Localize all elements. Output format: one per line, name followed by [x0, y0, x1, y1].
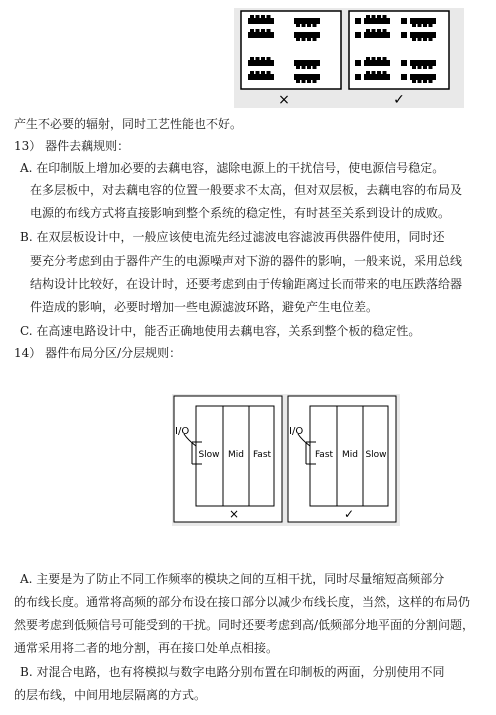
chip-pin — [372, 71, 376, 74]
chip-pin — [261, 71, 265, 74]
decoupling-capacitor — [355, 60, 361, 66]
chip-pin — [418, 38, 422, 41]
decoupling-capacitor — [401, 60, 407, 66]
chip-pin — [423, 38, 427, 41]
chip-pin — [412, 80, 416, 83]
chip-pin — [307, 24, 311, 27]
chip-pin — [313, 38, 317, 41]
text-line: B. 在双层板设计中，一般应该使电流先经过滤波电容滤波再供器件使用，同时还 — [20, 230, 445, 244]
ic-chip — [364, 18, 390, 24]
chip-pin — [383, 71, 387, 74]
chip-pin — [307, 38, 311, 41]
chip-pin — [267, 15, 271, 18]
chip-pin — [296, 38, 300, 41]
chip-pin — [296, 24, 300, 27]
chip-pin — [307, 80, 311, 83]
chip-pin — [372, 57, 376, 60]
text-line: A. 在印制版上增加必要的去藕电容，滤除电源上的干扰信号，使电源信号稳定。 — [20, 161, 445, 175]
chip-pin — [307, 66, 311, 69]
chip-pin — [423, 24, 427, 27]
text-line: 件造成的影响，必要时增加一些电源滤波环路，避免产生电位差。 — [30, 300, 379, 314]
ic-chip — [410, 18, 436, 24]
chip-pin — [256, 15, 260, 18]
ic-chip — [364, 60, 390, 66]
chip-pin — [267, 57, 271, 60]
ic-chip — [410, 60, 436, 66]
left-io-label: I/O — [175, 426, 190, 437]
chip-pin — [377, 71, 381, 74]
text-line: 结构设计比较好，在设计时，还要考虑到由于传输距离过长而带来的电压跌落给器 — [30, 277, 463, 291]
text-line: 的层布线，中间用地层隔离的方式。 — [14, 688, 207, 702]
chip-pin — [366, 71, 370, 74]
chip-pin — [383, 29, 387, 32]
chip-pin — [412, 38, 416, 41]
chip-pin — [377, 57, 381, 60]
text-line: 在多层板中，对去藕电容的位置一般要求不太高，但对双层板，去藕电容的布局及 — [30, 183, 463, 197]
ic-chip — [294, 32, 320, 38]
section-heading: 14） 器件布局分区/分层规则： — [14, 346, 182, 360]
text-line: C. 在高速电路设计中，能否正确地使用去藕电容，关系到整个板的稳定性。 — [20, 324, 421, 338]
decoupling-capacitor — [401, 32, 407, 38]
chip-pin — [383, 57, 387, 60]
chip-pin — [418, 24, 422, 27]
chip-pin — [429, 80, 433, 83]
left-zone-label: Slow — [198, 450, 220, 460]
wrong-mark: × — [228, 507, 240, 521]
section-heading: 13） 器件去藕规则： — [14, 139, 130, 153]
chip-pin — [366, 57, 370, 60]
chip-pin — [302, 24, 306, 27]
zoning-figure — [172, 394, 400, 526]
ic-chip — [410, 32, 436, 38]
chip-pin — [302, 66, 306, 69]
chip-pin — [429, 24, 433, 27]
chip-pin — [423, 66, 427, 69]
ic-chip — [410, 74, 436, 80]
ic-chip — [294, 60, 320, 66]
text-line: 的布线长度。通常将高频的部分布设在接口部分以减少布线长度，当然，这样的布局仍 — [14, 595, 471, 609]
ic-chip — [248, 32, 274, 38]
right-mark: ✓ — [393, 92, 405, 108]
ic-chip — [248, 60, 274, 66]
right-mark: ✓ — [343, 507, 355, 521]
text-line: 电源的布线方式将直接影响到整个系统的稳定性，有时甚至关系到设计的成败。 — [30, 206, 451, 220]
ic-chip — [248, 74, 274, 80]
chip-pin — [313, 24, 317, 27]
chip-pin — [372, 15, 376, 18]
chip-pin — [383, 15, 387, 18]
text-line: 通常采用将二者的地分割，再在接口处单点相接。 — [14, 641, 279, 655]
chip-pin — [250, 71, 254, 74]
chip-pin — [412, 24, 416, 27]
text-line: B. 对混合电路，也有将模拟与数字电路分别布置在印制板的两面，分别使用不同 — [20, 665, 445, 679]
chip-pin — [429, 38, 433, 41]
right-zone-label: Slow — [365, 450, 387, 460]
chip-pin — [261, 29, 265, 32]
text-line: 要充分考虑到由于器件产生的电源噪声对下游的器件的影响，一般来说，采用总线 — [30, 254, 463, 268]
chip-pin — [366, 29, 370, 32]
left-zone-label: Fast — [252, 450, 272, 460]
chip-pin — [377, 15, 381, 18]
chip-pin — [412, 66, 416, 69]
chip-pin — [296, 66, 300, 69]
chip-pin — [261, 57, 265, 60]
chip-pin — [418, 80, 422, 83]
text-line: 产生不必要的辐射，同时工艺性能也不好。 — [14, 117, 243, 131]
text-line: 然要考虑到低频信号可能受到的干扰。同时还要考虑到高/低频部分地平面的分割问题， — [14, 618, 475, 632]
chip-pin — [256, 57, 260, 60]
chip-pin — [302, 38, 306, 41]
right-io-label: I/O — [289, 426, 304, 437]
decoupling-capacitor — [355, 74, 361, 80]
ic-chip — [294, 74, 320, 80]
ic-chip — [294, 18, 320, 24]
chip-pin — [261, 15, 265, 18]
chip-pin — [377, 29, 381, 32]
chip-pin — [250, 57, 254, 60]
chip-pin — [366, 15, 370, 18]
chip-pin — [256, 71, 260, 74]
wrong-mark: × — [278, 92, 290, 108]
chip-pin — [423, 80, 427, 83]
chip-pin — [313, 66, 317, 69]
decoupling-capacitor — [355, 32, 361, 38]
decoupling-capacitor — [401, 74, 407, 80]
chip-layout-figure — [234, 8, 464, 108]
chip-pin — [418, 66, 422, 69]
chip-pin — [267, 29, 271, 32]
right-zone-label: Fast — [314, 450, 334, 460]
chip-pin — [313, 80, 317, 83]
chip-pin — [302, 80, 306, 83]
text-line: A. 主要是为了防止不同工作频率的模块之间的互相干扰，同时尽量缩短高频部分 — [20, 572, 445, 586]
decoupling-capacitor — [355, 18, 361, 24]
chip-pin — [267, 71, 271, 74]
chip-pin — [250, 15, 254, 18]
ic-chip — [248, 18, 274, 24]
chip-pin — [296, 80, 300, 83]
chip-pin — [429, 66, 433, 69]
chip-pin — [256, 29, 260, 32]
ic-chip — [364, 74, 390, 80]
ic-chip — [364, 32, 390, 38]
right-zone-label: Mid — [342, 450, 358, 460]
left-zone-label: Mid — [228, 450, 244, 460]
decoupling-capacitor — [401, 18, 407, 24]
chip-pin — [372, 29, 376, 32]
chip-pin — [250, 29, 254, 32]
